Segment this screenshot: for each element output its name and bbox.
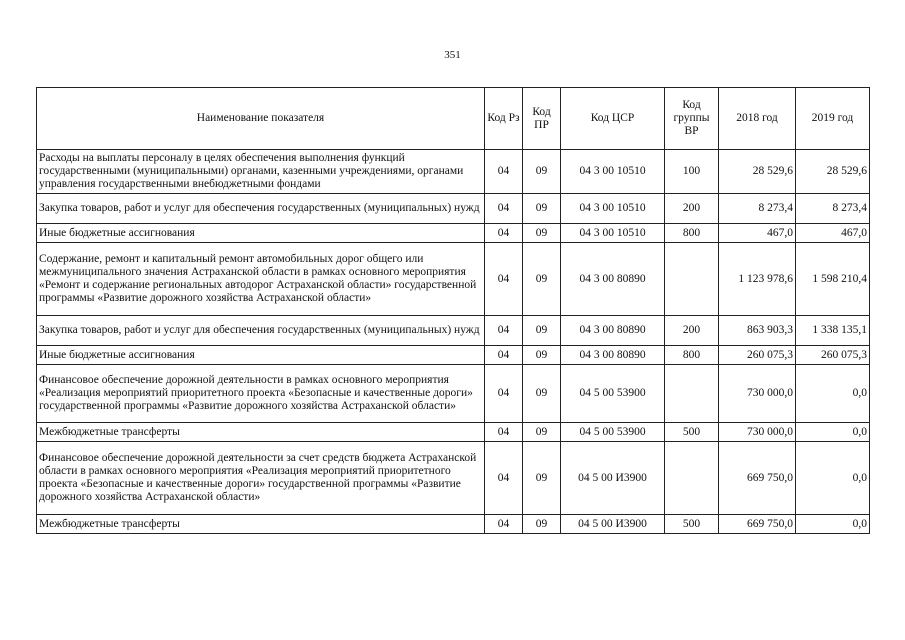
- row-vr: 800: [665, 224, 719, 243]
- row-pr: 09: [523, 150, 561, 194]
- row-name: Межбюджетные трансферты: [37, 423, 485, 442]
- row-2019: 260 075,3: [796, 346, 870, 365]
- row-name: Финансовое обеспечение дорожной деятельности в рамках основного мероприятия «Реализация мероприятий приоритетного проекта «Безопасные и качественные дороги» государственной программы «Развитие дорожного хозяйства Астраханской области»: [37, 365, 485, 423]
- row-vr: 100: [665, 150, 719, 194]
- table-row: [37, 224, 870, 243]
- table-row: [37, 346, 870, 365]
- row-rz: 04: [485, 316, 523, 346]
- row-csr: 04 3 00 10510: [561, 194, 665, 224]
- header-vr: Код группы ВР: [665, 88, 719, 150]
- row-csr: 04 3 00 80890: [561, 346, 665, 365]
- row-2019: 1 338 135,1: [796, 316, 870, 346]
- header-2019: 2019 год: [796, 88, 870, 150]
- row-name: Расходы на выплаты персоналу в целях обеспечения выполнения функций государственными (муниципальными) органами, казенными учреждениями, органами управления государственными внебюджетными фондами: [37, 150, 485, 194]
- row-2018: 730 000,0: [719, 365, 796, 423]
- row-rz: 04: [485, 365, 523, 423]
- row-rz: 04: [485, 442, 523, 515]
- table-row: [37, 423, 870, 442]
- row-2019: 0,0: [796, 442, 870, 515]
- row-pr: 09: [523, 365, 561, 423]
- row-vr: 800: [665, 346, 719, 365]
- row-name: Межбюджетные трансферты: [37, 515, 485, 534]
- row-rz: 04: [485, 224, 523, 243]
- row-2018: 669 750,0: [719, 515, 796, 534]
- table-row: [37, 194, 870, 224]
- row-pr: 09: [523, 423, 561, 442]
- row-pr: 09: [523, 316, 561, 346]
- row-vr: 500: [665, 515, 719, 534]
- row-vr: [665, 442, 719, 515]
- row-2019: 28 529,6: [796, 150, 870, 194]
- row-2018: 1 123 978,6: [719, 243, 796, 316]
- row-2018: 260 075,3: [719, 346, 796, 365]
- row-name: Финансовое обеспечение дорожной деятельности за счет средств бюджета Астраханской области в рамках основного мероприятия «Реализация мероприятий приоритетного проекта «Безопасные и качественные дороги» государственной программы «Развитие дорожного хозяйства Астраханской области»: [37, 442, 485, 515]
- row-2018: 8 273,4: [719, 194, 796, 224]
- budget-table: [36, 87, 870, 534]
- row-csr: 04 3 00 80890: [561, 243, 665, 316]
- row-name: Иные бюджетные ассигнования: [37, 346, 485, 365]
- row-rz: 04: [485, 346, 523, 365]
- row-pr: 09: [523, 194, 561, 224]
- table-header-row: [37, 88, 870, 150]
- header-rz: Код Рз: [485, 88, 523, 150]
- header-csr: Код ЦСР: [561, 88, 665, 150]
- table-row: [37, 150, 870, 194]
- row-vr: 500: [665, 423, 719, 442]
- row-name: Иные бюджетные ассигнования: [37, 224, 485, 243]
- row-name: Закупка товаров, работ и услуг для обеспечения государственных (муниципальных) нужд: [37, 316, 485, 346]
- row-2018: 730 000,0: [719, 423, 796, 442]
- row-2019: 1 598 210,4: [796, 243, 870, 316]
- row-pr: 09: [523, 515, 561, 534]
- row-name: Содержание, ремонт и капитальный ремонт автомобильных дорог общего или межмуниципального значения Астраханской области в рамках основного мероприятия «Ремонт и содержание региональных автодорог Астраханской области» государственной программы «Развитие дорожного хозяйства Астраханской области»: [37, 243, 485, 316]
- row-pr: 09: [523, 224, 561, 243]
- row-rz: 04: [485, 150, 523, 194]
- row-csr: 04 5 00 53900: [561, 423, 665, 442]
- row-csr: 04 3 00 80890: [561, 316, 665, 346]
- header-pr: Код ПР: [523, 88, 561, 150]
- row-2019: 0,0: [796, 423, 870, 442]
- table-row: [37, 365, 870, 423]
- row-2019: 8 273,4: [796, 194, 870, 224]
- row-2019: 0,0: [796, 515, 870, 534]
- row-vr: 200: [665, 194, 719, 224]
- row-2018: 467,0: [719, 224, 796, 243]
- row-pr: 09: [523, 243, 561, 316]
- header-name: Наименование показателя: [37, 88, 485, 150]
- row-2018: 669 750,0: [719, 442, 796, 515]
- row-vr: 200: [665, 316, 719, 346]
- header-2018: 2018 год: [719, 88, 796, 150]
- table-row: [37, 515, 870, 534]
- row-rz: 04: [485, 194, 523, 224]
- row-csr: 04 3 00 10510: [561, 150, 665, 194]
- row-rz: 04: [485, 515, 523, 534]
- row-csr: 04 5 00 И3900: [561, 515, 665, 534]
- row-2019: 467,0: [796, 224, 870, 243]
- row-2018: 28 529,6: [719, 150, 796, 194]
- row-2018: 863 903,3: [719, 316, 796, 346]
- row-rz: 04: [485, 243, 523, 316]
- row-name: Закупка товаров, работ и услуг для обеспечения государственных (муниципальных) нужд: [37, 194, 485, 224]
- row-csr: 04 5 00 И3900: [561, 442, 665, 515]
- row-rz: 04: [485, 423, 523, 442]
- row-2019: 0,0: [796, 365, 870, 423]
- row-csr: 04 3 00 10510: [561, 224, 665, 243]
- row-csr: 04 5 00 53900: [561, 365, 665, 423]
- row-vr: [665, 243, 719, 316]
- page-number: 351: [444, 49, 461, 61]
- row-vr: [665, 365, 719, 423]
- row-pr: 09: [523, 346, 561, 365]
- table-row: [37, 316, 870, 346]
- row-pr: 09: [523, 442, 561, 515]
- table-row: [37, 243, 870, 316]
- table-row: [37, 442, 870, 515]
